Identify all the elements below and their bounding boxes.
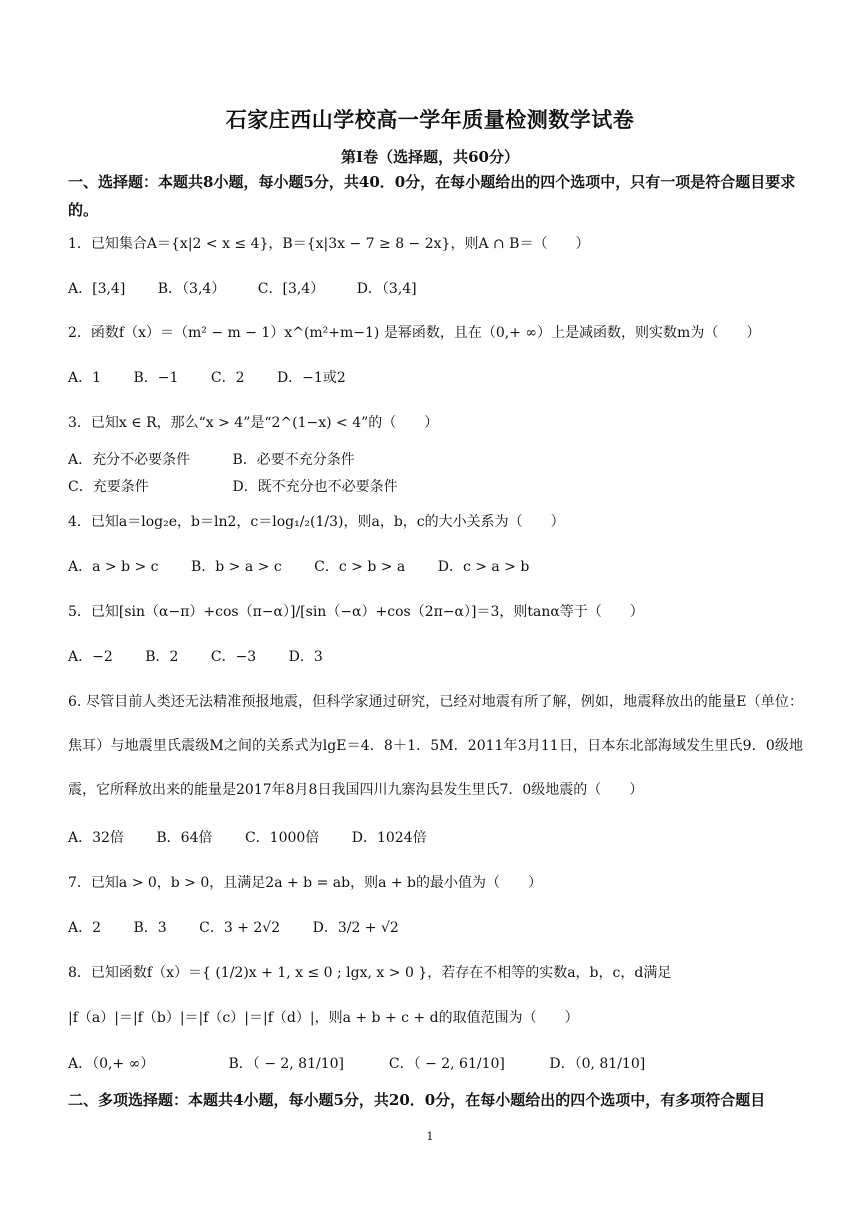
option-a: A．32倍 xyxy=(68,830,124,846)
question-8-stem-line-2: |f（a）|＝|f（b）|＝|f（c）|＝|f（d）|，则a + b + c + d的取值范围为（ ） xyxy=(68,1010,579,1026)
option-c: C．3 + 2√2 xyxy=(199,920,281,936)
option-b: B．b > a > c xyxy=(190,559,282,575)
question-2-stem: 2．函数f（x）＝（m² − m − 1）x^(m²+m−1) 是幂函数，且在（0,+ ∞）上是减函数，则实数m为（ ） xyxy=(68,325,761,341)
question-1-options xyxy=(68,279,803,299)
question-4-stem: 4．已知a＝log₂e，b＝ln2，c＝log₁/₂(1/3)，则a，b，c的大小关系为（ ） xyxy=(68,514,565,530)
section-heading-2: 二、多项选择题：本题共4小题，每小题5分，共20．0分，在每小题给出的四个选项中，有多项符合题目 xyxy=(68,1091,766,1109)
option-c: C．[3,4） xyxy=(257,281,325,297)
option-c: C．充要条件 xyxy=(68,479,149,495)
question-2-options xyxy=(68,368,803,388)
option-d: D．−1或2 xyxy=(276,370,346,386)
option-b: B．必要不充分条件 xyxy=(232,452,355,468)
option-b: B．−1 xyxy=(133,370,179,386)
option-d: D．c > a > b xyxy=(437,559,530,575)
option-a: A．1 xyxy=(68,370,102,386)
question-1-stem: 1．已知集合A＝{x|2 < x ≤ 4}，B＝{x|3x − 7 ≥ 8 − 2x}，则A ∩ B＝（ ） xyxy=(68,236,590,252)
option-b: B．3 xyxy=(133,920,167,936)
option-b: B．（ − 2, 81/10] xyxy=(228,1056,344,1072)
option-c: C．2 xyxy=(210,370,245,386)
question-8-options xyxy=(68,1054,803,1074)
option-c: C．（ − 2, 61/10] xyxy=(388,1056,505,1072)
option-b: B．64倍 xyxy=(156,830,213,846)
question-8-stem: 8．已知函数f（x）＝{ (1/2)x + 1, x ≤ 0 ; lgx, x > 0 }，若存在不相等的实数a，b，c，d满足 xyxy=(68,965,672,981)
option-a: A．a > b > c xyxy=(68,559,159,575)
option-a: A．−2 xyxy=(68,649,113,665)
option-b: B．（3,4） xyxy=(157,281,226,297)
option-a: A．2 xyxy=(68,920,102,936)
option-a: A．[3,4] xyxy=(68,281,126,297)
option-d: D．3 xyxy=(288,649,323,665)
option-c: C．−3 xyxy=(210,649,257,665)
option-c: C．1000倍 xyxy=(244,830,320,846)
option-d: D．3/2 + √2 xyxy=(312,920,399,936)
question-3-options-row-1 xyxy=(68,450,803,470)
option-d: D．1024倍 xyxy=(351,830,427,846)
option-d: D．既不充分也不必要条件 xyxy=(232,479,398,495)
question-6-options xyxy=(68,828,803,848)
option-d: D．（3,4] xyxy=(356,281,417,297)
option-d: D．（0, 81/10] xyxy=(549,1056,646,1072)
section-heading: 一、选择题：本题共8小题，每小题5分，共40．0分，在每小题给出的四个选项中，只有一项是符合题目要求的。 xyxy=(68,173,796,219)
page-subtitle: 第Ⅰ卷（选择题，共60分） xyxy=(341,148,519,166)
question-7-options xyxy=(68,918,803,938)
option-a: A．充分不必要条件 xyxy=(68,452,191,468)
option-c: C．c > b > a xyxy=(314,559,406,575)
question-4-options xyxy=(68,557,803,577)
page-title: 石家庄西山学校高一学年质量检测数学试卷 xyxy=(225,107,635,132)
question-6-stem: 6. 尽管目前人类还无法精准预报地震，但科学家通过研究，已经对地震有所了解，例如，地震释放出的能量E（单位：焦耳）与地震里氏震级M之间的关系式为lgE＝4．8＋1．5M．2011年3月11日，日本东北部海域发生里氏9．0级地震，它所释放出来的能量是2017年8月8日我国四川九寨沟县发生里氏7．0级地震的（ ） xyxy=(68,694,803,798)
question-5-stem: 5．已知[sin（α−π）+cos（π−α）]/[sin（−α）+cos（2π−α）]＝3，则tanα等于（ ） xyxy=(68,604,644,620)
question-7-stem: 7．已知a > 0，b > 0，且满足2a + b = ab，则a + b的最小值为（ ） xyxy=(68,875,543,891)
question-3-stem: 3．已知x ∈ R，那么“x > 4”是“2^(1−x) < 4”的（ ） xyxy=(68,415,439,431)
option-b: B．2 xyxy=(145,649,179,665)
option-a: A．（0,+ ∞） xyxy=(68,1056,155,1072)
page-number: 1 xyxy=(426,1130,434,1143)
question-3-options-row-2 xyxy=(68,477,803,497)
question-5-options xyxy=(68,647,803,667)
